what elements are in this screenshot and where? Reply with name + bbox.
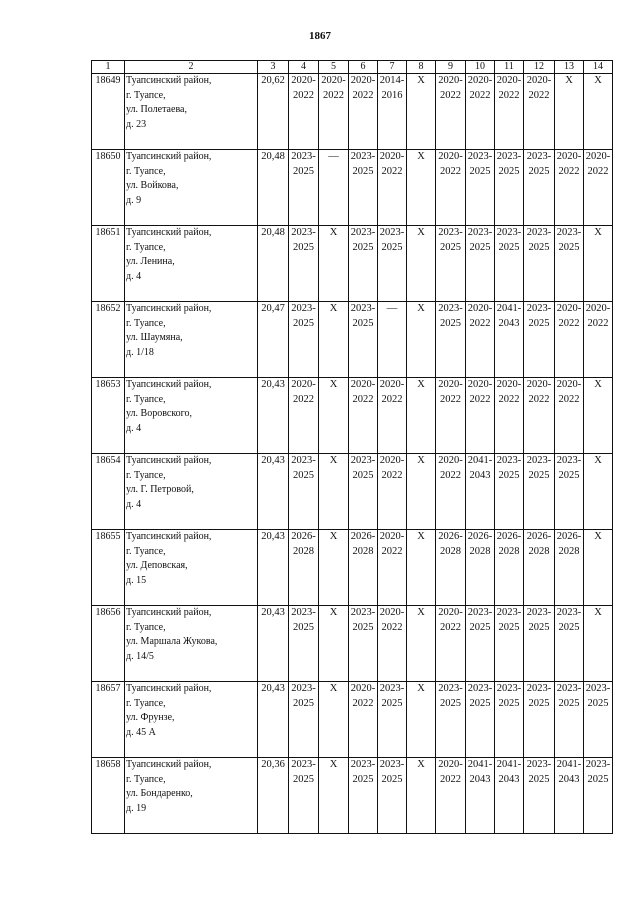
column-header: 10 xyxy=(466,61,495,74)
address-line: Туапсинский район, xyxy=(126,531,212,542)
year-cell: 2023- 2025 xyxy=(584,682,613,758)
year-cell: 2023- 2025 xyxy=(524,150,555,226)
column-header: 6 xyxy=(349,61,378,74)
address-line: д. 4 xyxy=(126,270,142,282)
year-cell: 2023- 2025 xyxy=(495,454,524,530)
year-cell: 2023- 2025 xyxy=(349,606,378,682)
year-cell: 2020- 2022 xyxy=(349,682,378,758)
year-cell: 2026- 2028 xyxy=(349,530,378,606)
year-cell: 2020- 2022 xyxy=(378,606,407,682)
year-cell: 2020- 2022 xyxy=(555,302,584,378)
year-cell: 2023- 2025 xyxy=(495,606,524,682)
address-cell xyxy=(125,302,258,378)
address-cell xyxy=(125,606,258,682)
row-id: 18658 xyxy=(92,758,125,834)
address-line: г. Туапсе, xyxy=(126,89,166,101)
year-cell: 2023- 2025 xyxy=(289,606,319,682)
year-cell: Х xyxy=(584,530,613,606)
year-cell: Х xyxy=(407,454,436,530)
year-cell: 2023- 2025 xyxy=(524,302,555,378)
address-line: г. Туапсе, xyxy=(126,697,166,709)
address-line: д. 9 xyxy=(126,194,142,206)
year-cell: 2020- 2022 xyxy=(584,150,613,226)
address-line: Туапсинский район, xyxy=(126,227,212,238)
address-line: д. 4 xyxy=(126,498,142,510)
year-cell: Х xyxy=(407,606,436,682)
year-cell: 2020- 2022 xyxy=(378,454,407,530)
table-row xyxy=(92,302,613,378)
year-cell: 2020- 2022 xyxy=(436,606,466,682)
year-cell: 2020- 2022 xyxy=(319,74,349,150)
table-row xyxy=(92,682,613,758)
year-cell: 2014- 2016 xyxy=(378,74,407,150)
column-header: 5 xyxy=(319,61,349,74)
year-cell: 2023- 2025 xyxy=(466,226,495,302)
year-cell: 2023- 2025 xyxy=(466,682,495,758)
row-id: 18653 xyxy=(92,378,125,454)
year-cell: 2023- 2025 xyxy=(524,606,555,682)
year-cell: 2020- 2022 xyxy=(555,378,584,454)
column-header: 14 xyxy=(584,61,613,74)
year-cell: 2026- 2028 xyxy=(289,530,319,606)
year-cell: 2023- 2025 xyxy=(436,302,466,378)
area-cell: 20,36 xyxy=(258,758,289,834)
address-line: Туапсинский район, xyxy=(126,455,212,466)
year-cell: 2023- 2025 xyxy=(555,682,584,758)
column-header: 4 xyxy=(289,61,319,74)
table-row xyxy=(92,454,613,530)
year-cell: 2020- 2022 xyxy=(349,74,378,150)
year-cell: 2020- 2022 xyxy=(378,530,407,606)
year-cell: 2023- 2025 xyxy=(378,226,407,302)
year-cell: Х xyxy=(319,530,349,606)
year-cell: Х xyxy=(407,682,436,758)
year-cell: 2023- 2025 xyxy=(495,682,524,758)
address-line: Туапсинский район, xyxy=(126,151,212,162)
area-cell: 20,43 xyxy=(258,454,289,530)
year-cell: 2026- 2028 xyxy=(495,530,524,606)
column-header: 11 xyxy=(495,61,524,74)
area-cell: 20,62 xyxy=(258,74,289,150)
year-cell: 2041- 2043 xyxy=(495,758,524,834)
year-cell: 2023- 2025 xyxy=(524,682,555,758)
area-cell: 20,48 xyxy=(258,226,289,302)
year-cell: 2020- 2022 xyxy=(436,74,466,150)
row-id: 18654 xyxy=(92,454,125,530)
address-line: д. 1/18 xyxy=(126,346,154,358)
year-cell: 2020- 2022 xyxy=(378,378,407,454)
year-cell: 2026- 2028 xyxy=(436,530,466,606)
address-cell xyxy=(125,530,258,606)
year-cell: Х xyxy=(407,74,436,150)
year-cell: 2020- 2022 xyxy=(584,302,613,378)
table-body xyxy=(92,74,613,834)
address-line: ул. Маршала Жукова, xyxy=(126,636,218,647)
year-cell: Х xyxy=(319,302,349,378)
year-cell: 2023- 2025 xyxy=(349,454,378,530)
column-header: 1 xyxy=(92,61,125,74)
address-line: ул. Воровского, xyxy=(126,408,193,419)
year-cell: 2023- 2025 xyxy=(436,682,466,758)
address-line: ул. Ленина, xyxy=(126,256,175,267)
address-line: г. Туапсе, xyxy=(126,621,166,633)
year-cell: 2020- 2022 xyxy=(466,74,495,150)
year-cell: Х xyxy=(584,74,613,150)
year-cell: 2023- 2025 xyxy=(289,302,319,378)
address-line: д. 14/5 xyxy=(126,650,154,662)
year-cell: 2041- 2043 xyxy=(495,302,524,378)
table-header xyxy=(92,61,613,74)
year-cell: Х xyxy=(584,226,613,302)
address-line: Туапсинский район, xyxy=(126,759,212,770)
year-cell: Х xyxy=(319,758,349,834)
year-cell: 2023- 2025 xyxy=(524,758,555,834)
address-line: г. Туапсе, xyxy=(126,165,166,177)
year-cell: 2020- 2022 xyxy=(289,74,319,150)
address-line: Туапсинский район, xyxy=(126,303,212,314)
address-line: д. 19 xyxy=(126,802,147,814)
address-cell xyxy=(125,758,258,834)
year-cell: 2020- 2022 xyxy=(289,378,319,454)
column-header: 2 xyxy=(125,61,258,74)
address-line: Туапсинский район, xyxy=(126,379,212,390)
year-cell: Х xyxy=(555,74,584,150)
year-cell: 2020- 2022 xyxy=(466,378,495,454)
address-line: ул. Деповская, xyxy=(126,560,188,571)
year-cell: Х xyxy=(584,606,613,682)
year-cell: 2020- 2022 xyxy=(524,378,555,454)
year-cell: 2023- 2025 xyxy=(349,150,378,226)
column-header: 9 xyxy=(436,61,466,74)
year-cell: 2023- 2025 xyxy=(349,758,378,834)
area-cell: 20,43 xyxy=(258,606,289,682)
column-header: 13 xyxy=(555,61,584,74)
address-line: г. Туапсе, xyxy=(126,469,166,481)
table-row xyxy=(92,226,613,302)
year-cell: 2023- 2025 xyxy=(555,226,584,302)
year-cell: 2023- 2025 xyxy=(289,150,319,226)
area-cell: 20,43 xyxy=(258,682,289,758)
year-cell: 2041- 2043 xyxy=(466,454,495,530)
year-cell: 2023- 2025 xyxy=(378,758,407,834)
year-cell: 2023- 2025 xyxy=(495,226,524,302)
year-cell: 2041- 2043 xyxy=(555,758,584,834)
column-number-row xyxy=(92,61,613,74)
year-cell: 2020- 2022 xyxy=(555,150,584,226)
column-header: 12 xyxy=(524,61,555,74)
year-cell: Х xyxy=(319,606,349,682)
year-cell: 2023- 2025 xyxy=(436,226,466,302)
year-cell: Х xyxy=(407,530,436,606)
year-cell: 2026- 2028 xyxy=(466,530,495,606)
year-cell: 2023- 2025 xyxy=(495,150,524,226)
row-id: 18651 xyxy=(92,226,125,302)
area-cell: 20,47 xyxy=(258,302,289,378)
year-cell: Х xyxy=(407,226,436,302)
year-cell: Х xyxy=(319,378,349,454)
address-cell xyxy=(125,226,258,302)
address-line: Туапсинский район, xyxy=(126,607,212,618)
year-cell: Х xyxy=(407,378,436,454)
year-cell: 2020- 2022 xyxy=(436,150,466,226)
year-cell: 2023- 2025 xyxy=(349,226,378,302)
year-cell: 2023- 2025 xyxy=(378,682,407,758)
year-cell: 2023- 2025 xyxy=(466,150,495,226)
table-row xyxy=(92,758,613,834)
address-line: д. 4 xyxy=(126,422,142,434)
address-cell xyxy=(125,150,258,226)
row-id: 18652 xyxy=(92,302,125,378)
row-id: 18657 xyxy=(92,682,125,758)
address-line: ул. Войкова, xyxy=(126,180,179,191)
year-cell: 2026- 2028 xyxy=(555,530,584,606)
year-cell: Х xyxy=(584,378,613,454)
table-row xyxy=(92,150,613,226)
address-cell xyxy=(125,378,258,454)
year-cell: Х xyxy=(319,454,349,530)
address-cell xyxy=(125,682,258,758)
year-cell: 2023- 2025 xyxy=(524,226,555,302)
year-cell: 2020- 2022 xyxy=(378,150,407,226)
year-cell: 2020- 2022 xyxy=(495,74,524,150)
year-cell: 2020- 2022 xyxy=(495,378,524,454)
year-cell: 2023- 2025 xyxy=(289,758,319,834)
address-line: Туапсинский район, xyxy=(126,75,212,86)
year-cell: Х xyxy=(319,226,349,302)
year-cell: 2020- 2022 xyxy=(466,302,495,378)
year-cell: 2020- 2022 xyxy=(349,378,378,454)
year-cell: 2026- 2028 xyxy=(524,530,555,606)
year-cell: Х xyxy=(407,150,436,226)
year-cell: 2023- 2025 xyxy=(289,226,319,302)
address-line: г. Туапсе, xyxy=(126,317,166,329)
address-line: Туапсинский район, xyxy=(126,683,212,694)
row-id: 18655 xyxy=(92,530,125,606)
column-header: 3 xyxy=(258,61,289,74)
table-row xyxy=(92,606,613,682)
year-cell: 2023- 2025 xyxy=(466,606,495,682)
year-cell: Х xyxy=(407,302,436,378)
address-line: г. Туапсе, xyxy=(126,545,166,557)
year-cell: — xyxy=(378,302,407,378)
row-id: 18650 xyxy=(92,150,125,226)
address-line: ул. Шаумяна, xyxy=(126,332,183,343)
table-row xyxy=(92,530,613,606)
year-cell: 2023- 2025 xyxy=(289,682,319,758)
address-cell xyxy=(125,74,258,150)
page-number: 1867 xyxy=(309,30,331,42)
year-cell: 2020- 2022 xyxy=(524,74,555,150)
address-line: г. Туапсе, xyxy=(126,241,166,253)
year-cell: 2023- 2025 xyxy=(555,606,584,682)
area-cell: 20,43 xyxy=(258,378,289,454)
row-id: 18649 xyxy=(92,74,125,150)
address-line: д. 45 А xyxy=(126,726,156,738)
address-cell xyxy=(125,454,258,530)
table-row xyxy=(92,378,613,454)
table-row xyxy=(92,74,613,150)
address-line: г. Туапсе, xyxy=(126,393,166,405)
register-table xyxy=(91,60,613,834)
year-cell: 2023- 2025 xyxy=(289,454,319,530)
year-cell: 2023- 2025 xyxy=(584,758,613,834)
year-cell: Х xyxy=(584,454,613,530)
year-cell: — xyxy=(319,150,349,226)
year-cell: Х xyxy=(319,682,349,758)
year-cell: 2020- 2022 xyxy=(436,378,466,454)
address-line: д. 15 xyxy=(126,574,147,586)
column-header: 8 xyxy=(407,61,436,74)
address-line: д. 23 xyxy=(126,118,147,130)
year-cell: 2023- 2025 xyxy=(524,454,555,530)
row-id: 18656 xyxy=(92,606,125,682)
address-line: ул. Г. Петровой, xyxy=(126,484,194,495)
address-line: ул. Полетаева, xyxy=(126,104,187,115)
address-line: ул. Фрунзе, xyxy=(126,712,175,723)
address-line: г. Туапсе, xyxy=(126,773,166,785)
column-header: 7 xyxy=(378,61,407,74)
year-cell: 2020- 2022 xyxy=(436,454,466,530)
area-cell: 20,48 xyxy=(258,150,289,226)
year-cell: 2020- 2022 xyxy=(436,758,466,834)
year-cell: 2023- 2025 xyxy=(349,302,378,378)
year-cell: 2041- 2043 xyxy=(466,758,495,834)
area-cell: 20,43 xyxy=(258,530,289,606)
year-cell: Х xyxy=(407,758,436,834)
year-cell: 2023- 2025 xyxy=(555,454,584,530)
address-line: ул. Бондаренко, xyxy=(126,788,193,799)
